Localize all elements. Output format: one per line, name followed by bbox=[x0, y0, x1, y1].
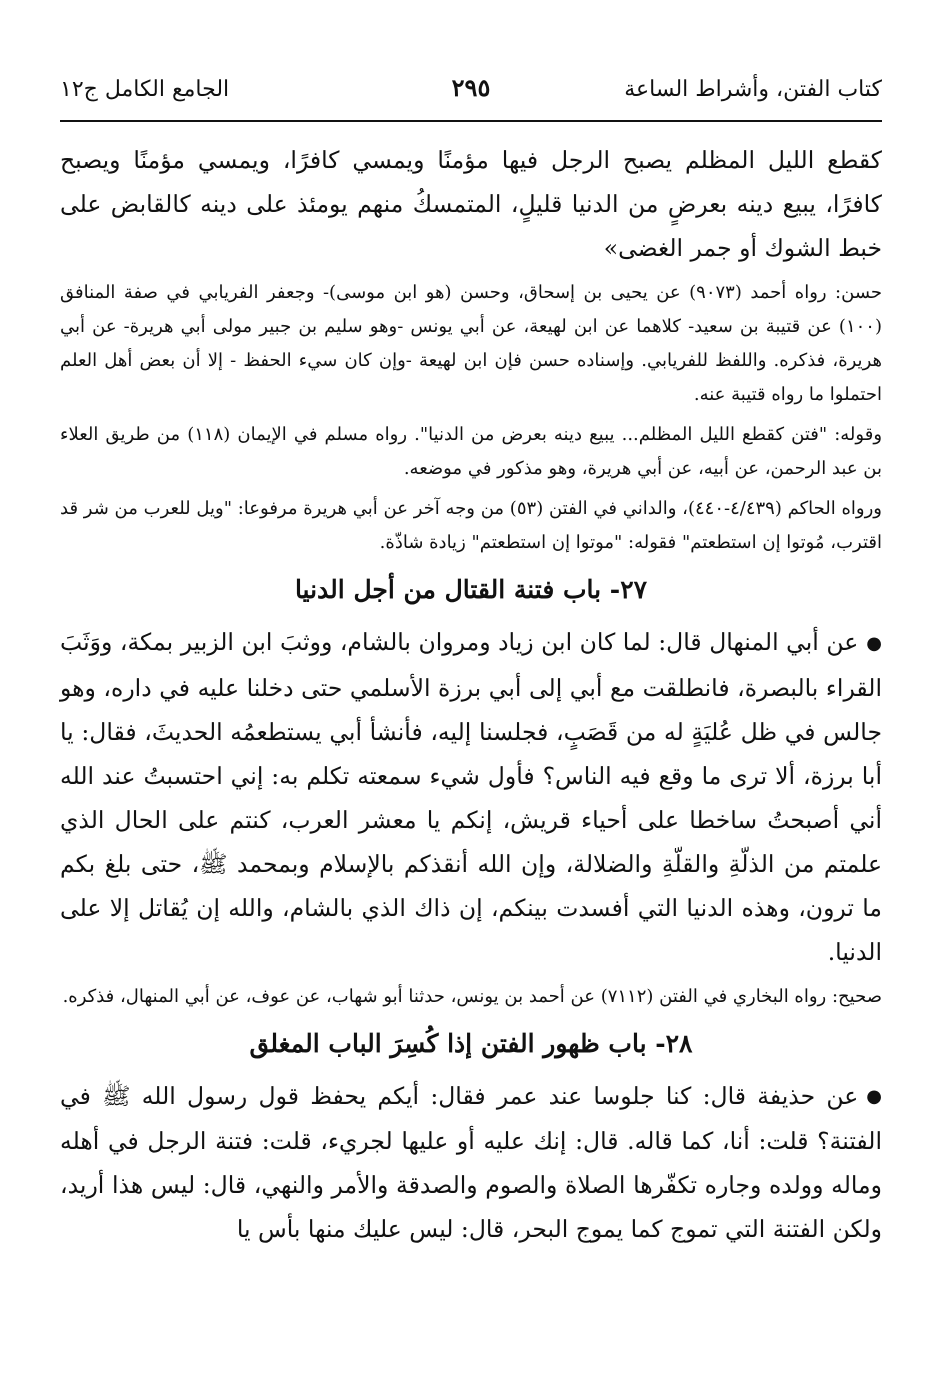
header-book-title: كتاب الفتن، وأشراط الساعة bbox=[624, 77, 882, 102]
opening-paragraph: كقطع الليل المظلم يصبح الرجل فيها مؤمنًا ويمسي كافرًا، ويمسي مؤمنًا ويصبح كافرًا، يبيع دينه بعرضٍ من الدنيا قليلٍ، المتمسكُ منهم يومئذ على دينه كالقابض على خبط الشوك أو جمر الغضى» bbox=[60, 146, 882, 262]
footnote-3-text: ورواه الحاكم (٤/٤٣٩-٤٤٠)، والداني في الفتن (٥٣) من وجه آخر عن أبي هريرة مرفوعا: "ويل للعرب من شر قد اقترب، مُوتوا إن استطعتم" فقوله: "موتوا إن استطعتم" زيادة شاذّة. bbox=[60, 498, 882, 553]
chapter-28-paragraph bbox=[60, 1074, 882, 1252]
footnote-2-text: وقوله: "فتن كقطع الليل المظلم... يبيع دينه بعرض من الدنيا". رواه مسلم في الإيمان (١١٨) من طريق العلاء بن عبد الرحمن، عن أبيه، عن أبي هريرة، وهو مذكور في موضعه. bbox=[60, 424, 883, 479]
footnote-1 bbox=[60, 276, 882, 412]
chapter-27-heading: ٢٧- باب فتنة القتال من أجل الدنيا bbox=[294, 575, 648, 604]
footnote-1-text: حسن: رواه أحمد (٩٠٧٣) عن يحيى بن إسحاق، وحسن (هو ابن موسى)- وجعفر الفريابي في صفة المنافق (١٠٠) عن قتيبة بن سعيد- كلاهما عن ابن لهيعة، عن أبي يونس -وهو سليم بن جبير مولى أبي هريرة- عن أبي هريرة، فذكره. واللفظ للفريابي. وإسناده حسن فإن ابن لهيعة -وإن كان سيء الحفظ - إلا أن بعض أهل العلم احتملوا ما رواه قتيبة عنه. bbox=[60, 282, 883, 405]
footnote-2 bbox=[60, 418, 882, 486]
footnote-4 bbox=[60, 980, 882, 1014]
chapter-28-text: عن حذيفة قال: كنا جلوسا عند عمر فقال: أيكم يحفظ قول رسول الله ﷺ في الفتنة؟ قلت: أنا، كما قاله. قال: إنك عليه أو عليها لجريء، قلت: فتنة الرجل في أهله وماله وولده وجاره تكفّرها الصلاة والصوم والصدقة والأمر والنهي، قال: ليس هذا أريد، ولكن الفتنة التي تموج كما يموج البحر، قال: ليس عليك منها بأس يا bbox=[60, 1081, 882, 1243]
chapter-27-text: عن أبي المنهال قال: لما كان ابن زياد ومروان بالشام، ووثبَ ابن الزبير بمكة، ووَثَبَ القراء بالبصرة، فانطلقت مع أبي إلى أبي برزة الأسلمي حتى دخلنا عليه في داره، وهو جالس في ظل عُليَةٍ له من قَصَبٍ، فجلسنا إليه، فأنشأ أبي يستطعمُه الحديثَ، فقال: يا أبا برزة، ألا ترى ما وقع فيه الناس؟ فأول شيء سمعته تكلم به: إني احتسبتُ عند الله أني أصبحتُ ساخطا على أحياء قريش، إنكم يا معشر العرب، كنتم على الحال الذي علمتم من الذلّةِ والقلّةِ والضلالة، وإن الله أنقذكم بالإسلام وبمحمد ﷺ، حتى بلغ بكم ما ترون، وهذه الدنيا التي أفسدت بينكم، إن ذاك الذي بالشام، والله إن يُقاتل إلا على الدنيا. bbox=[60, 628, 882, 966]
footnote-4-text: صحيح: رواه البخاري في الفتن (٧١١٢) عن أحمد بن يونس، حدثنا أبو شهاب، عن عوف، عن أبي المنهال، فذكره. bbox=[62, 985, 882, 1007]
header-rule bbox=[60, 120, 882, 122]
page-number: ٢٩٥ bbox=[451, 73, 491, 102]
header-volume-title: الجامع الكامل ج١٢ bbox=[60, 77, 230, 102]
footnote-3 bbox=[60, 492, 882, 560]
running-header bbox=[60, 0, 882, 130]
chapter-27-paragraph bbox=[60, 620, 882, 974]
page-body bbox=[60, 138, 882, 1251]
bullet-icon: ● bbox=[866, 1086, 882, 1107]
chapter-28-heading: ٢٨- باب ظهور الفتن إذا كُسِرَ الباب المغلق bbox=[249, 1028, 693, 1058]
bullet-icon: ● bbox=[866, 632, 882, 654]
